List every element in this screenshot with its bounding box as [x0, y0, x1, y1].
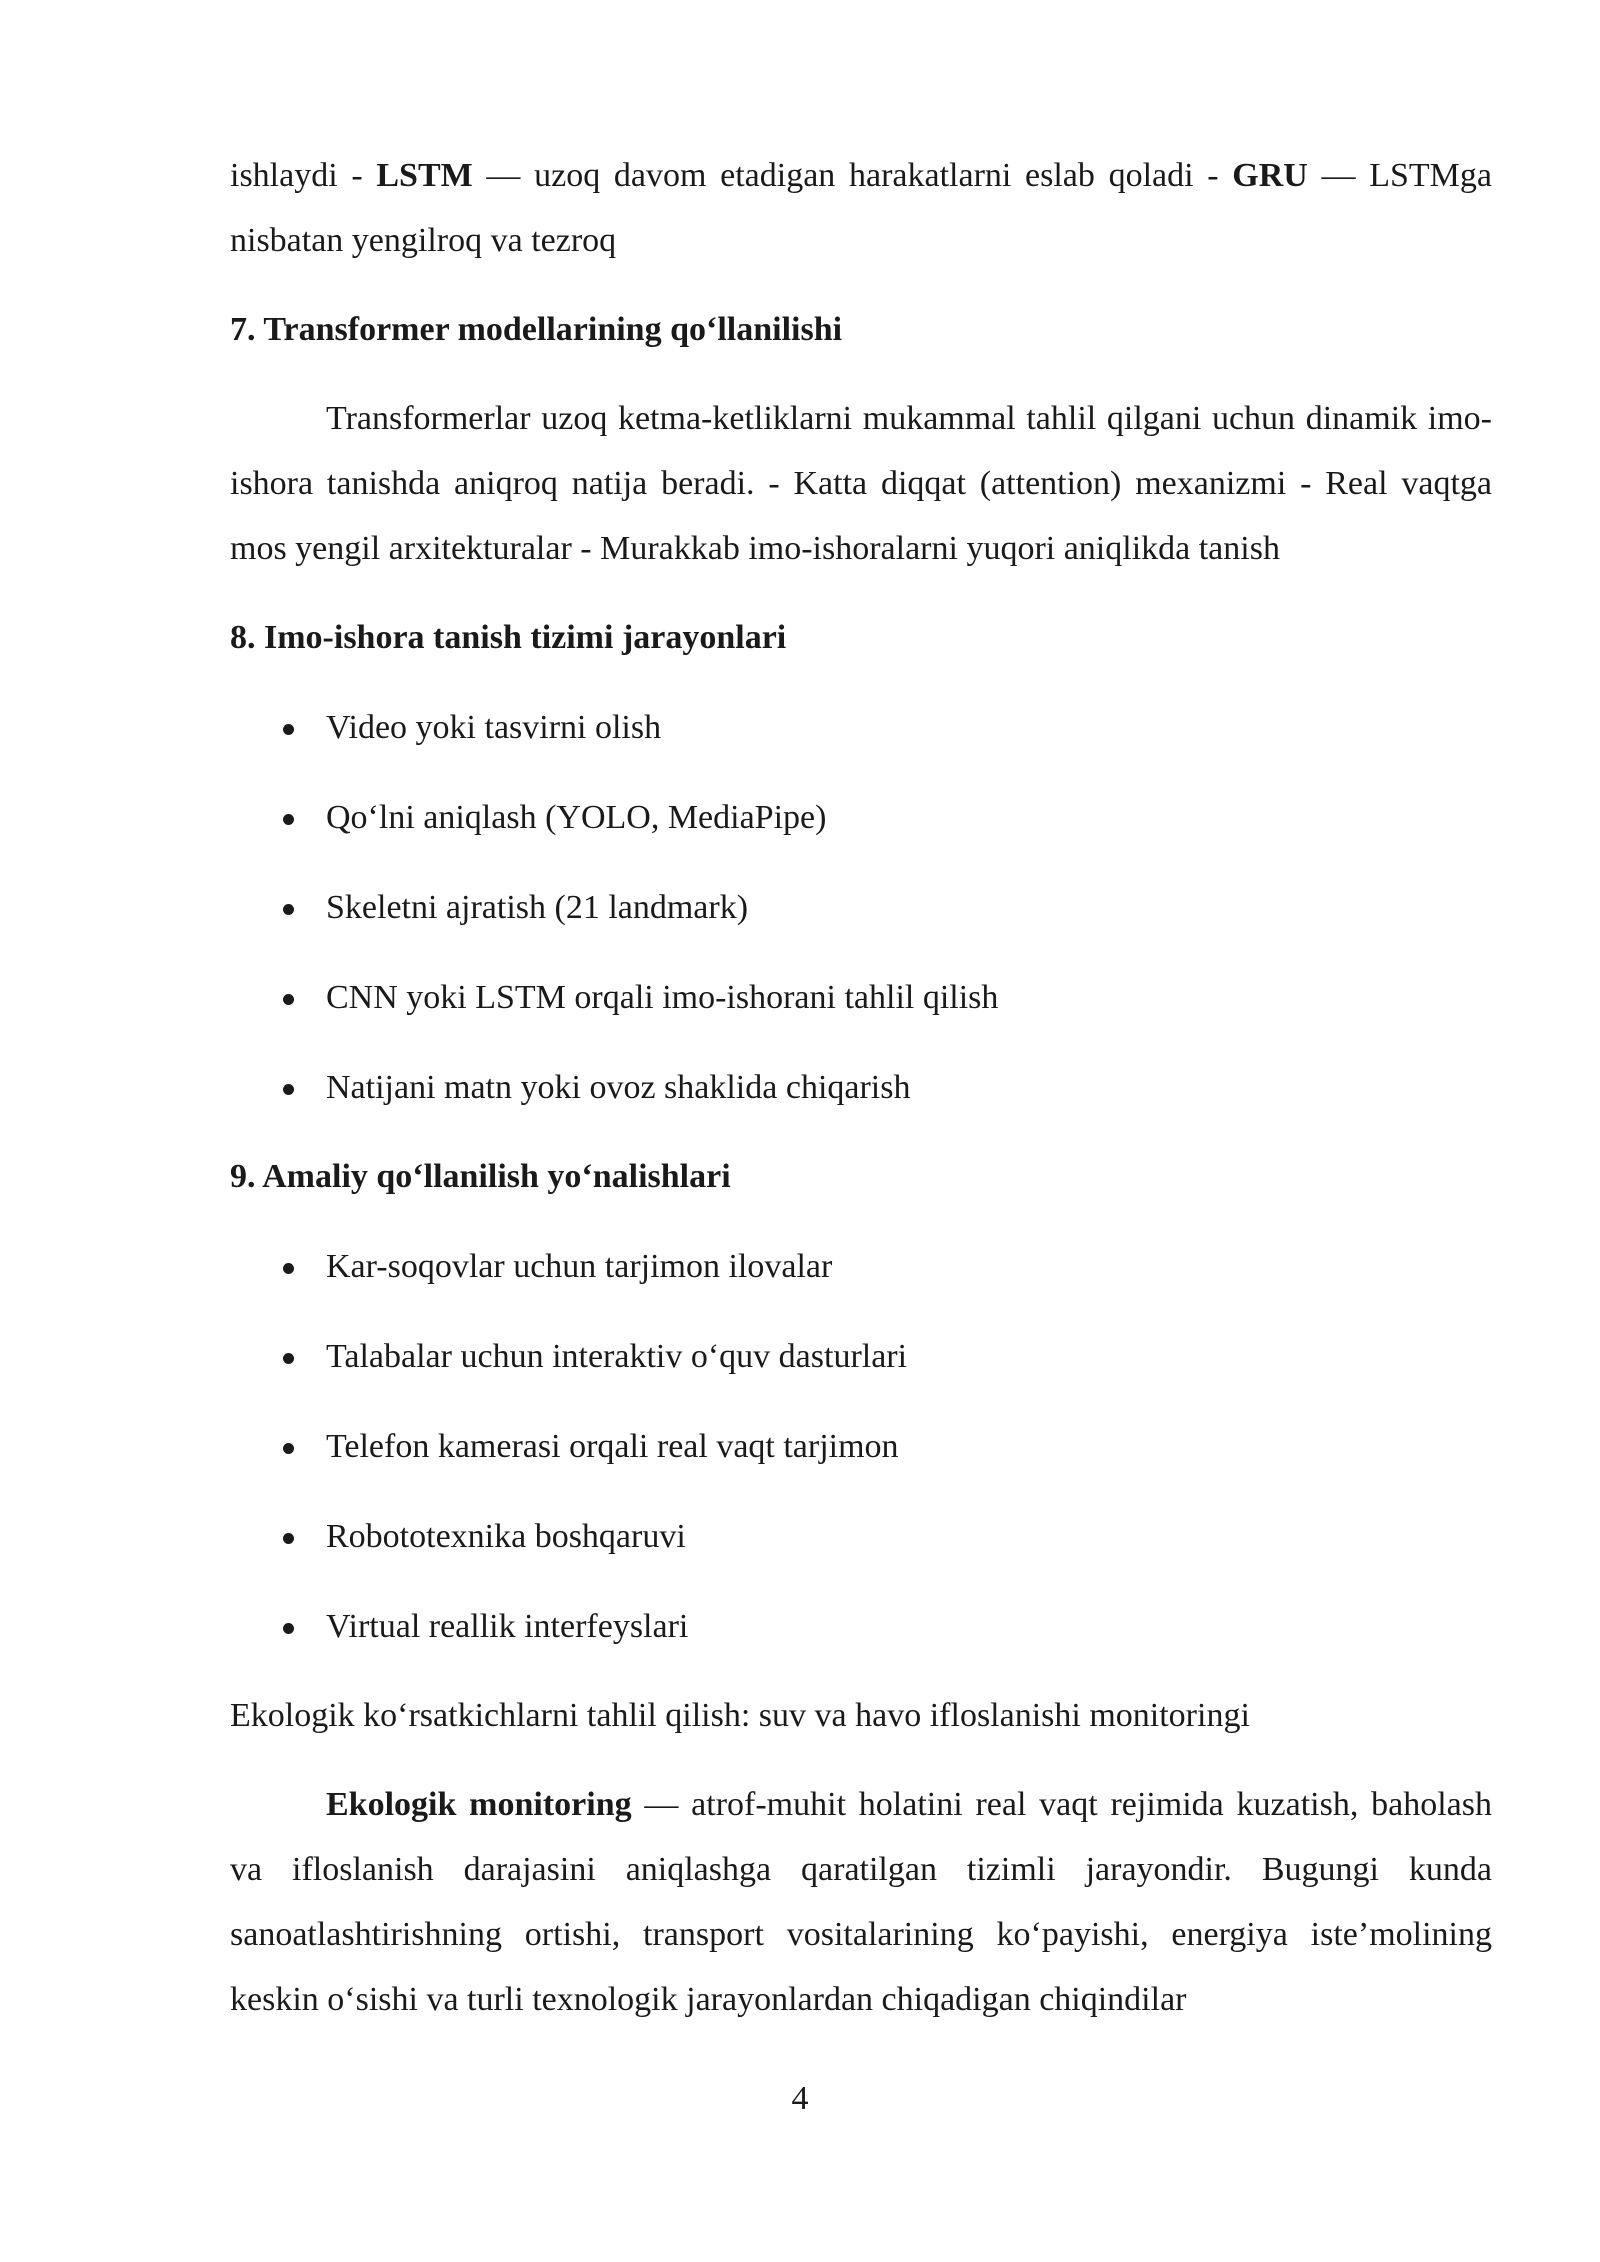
list-item-text: Kar-soqovlar uchun tarjimon ilovalar	[326, 1248, 833, 1285]
list-item	[230, 1324, 1492, 1389]
section9-list	[230, 1234, 1492, 1659]
list-item-text: Telefon kamerasi orqali real vaqt tarjimon	[326, 1428, 899, 1465]
bullet-icon	[283, 724, 294, 735]
list-item-text: Video yoki tasvirni olish	[326, 709, 662, 746]
bullet-icon	[283, 814, 294, 825]
intro-paragraph	[230, 143, 1492, 273]
bullet-icon	[283, 1533, 294, 1544]
list-item	[230, 1055, 1492, 1120]
list-item-text: CNN yoki LSTM orqali imo-ishorani tahlil qilish	[326, 979, 999, 1016]
list-item	[230, 1504, 1492, 1569]
gru-term: GRU	[1232, 157, 1308, 194]
list-item	[230, 1414, 1492, 1479]
list-item-text: Virtual reallik interfeyslari	[326, 1608, 689, 1645]
section9-heading: 9. Amaliy qo‘llanilish yo‘nalishlari	[230, 1158, 731, 1195]
eco-paragraph	[230, 1772, 1492, 2032]
list-item	[230, 695, 1492, 760]
bullet-icon	[283, 1623, 294, 1634]
list-item-text: Robototexnika boshqaruvi	[326, 1518, 686, 1555]
bullet-icon	[283, 1084, 294, 1095]
intro-text-1: ishlaydi -	[230, 157, 377, 194]
list-item	[230, 965, 1492, 1030]
eco-title: Ekologik ko‘rsatkichlarni tahlil qilish: suv va havo ifloslanishi monitoringi	[230, 1697, 1250, 1734]
intro-text-3: — LSTMga nisbatan yengilroq va tezroq	[230, 157, 1492, 259]
bullet-icon	[283, 904, 294, 915]
section7-heading: 7. Transformer modellarining qo‘llanilishi	[230, 311, 843, 348]
eco-paragraph-text: — atrof-muhit holatini real vaqt rejimida kuzatish, baholash va ifloslanish darajasini aniqlashga qaratilgan tizimli jarayondir. Bugungi kunda sanoatlashtirishning ortishi, transport vositalarining ko‘payishi, energiya iste’molining keskin o‘sishi va turli texnologik jarayonlardan chiqadigan chiqindilar	[230, 1786, 1492, 2018]
list-item-text: Skeletni ajratish (21 landmark)	[326, 889, 749, 926]
bullet-icon	[283, 1353, 294, 1364]
list-item	[230, 875, 1492, 940]
lstm-term: LSTM	[376, 157, 473, 194]
page-content	[230, 143, 1492, 2032]
intro-text-2: — uzoq davom etadigan harakatlarni eslab qoladi -	[472, 157, 1233, 194]
section7-paragraph: Transformerlar uzoq ketma-ketliklarni mukammal tahlil qilgani uchun dinamik imo-ishora tanishda aniqroq natija beradi. - Katta diqqat (attention) mexanizmi - Real vaqtga mos yengil arxitekturalar - Murakkab imo-ishoralarni yuqori aniqlikda tanish	[230, 400, 1492, 567]
section8-heading: 8. Imo-ishora tanish tizimi jarayonlari	[230, 619, 787, 656]
bullet-icon	[283, 1263, 294, 1274]
list-item	[230, 1234, 1492, 1299]
list-item-text: Natijani matn yoki ovoz shaklida chiqarish	[326, 1069, 911, 1106]
list-item	[230, 785, 1492, 850]
section8-list	[230, 695, 1492, 1120]
list-item-text: Qo‘lni aniqlash (YOLO, MediaPipe)	[326, 799, 827, 836]
page-number: 4	[791, 2080, 809, 2117]
bullet-icon	[283, 994, 294, 1005]
list-item	[230, 1594, 1492, 1659]
eco-term: Ekologik monitoring	[326, 1786, 632, 1823]
list-item-text: Talabalar uchun interaktiv o‘quv dasturlari	[326, 1338, 908, 1375]
bullet-icon	[283, 1443, 294, 1454]
